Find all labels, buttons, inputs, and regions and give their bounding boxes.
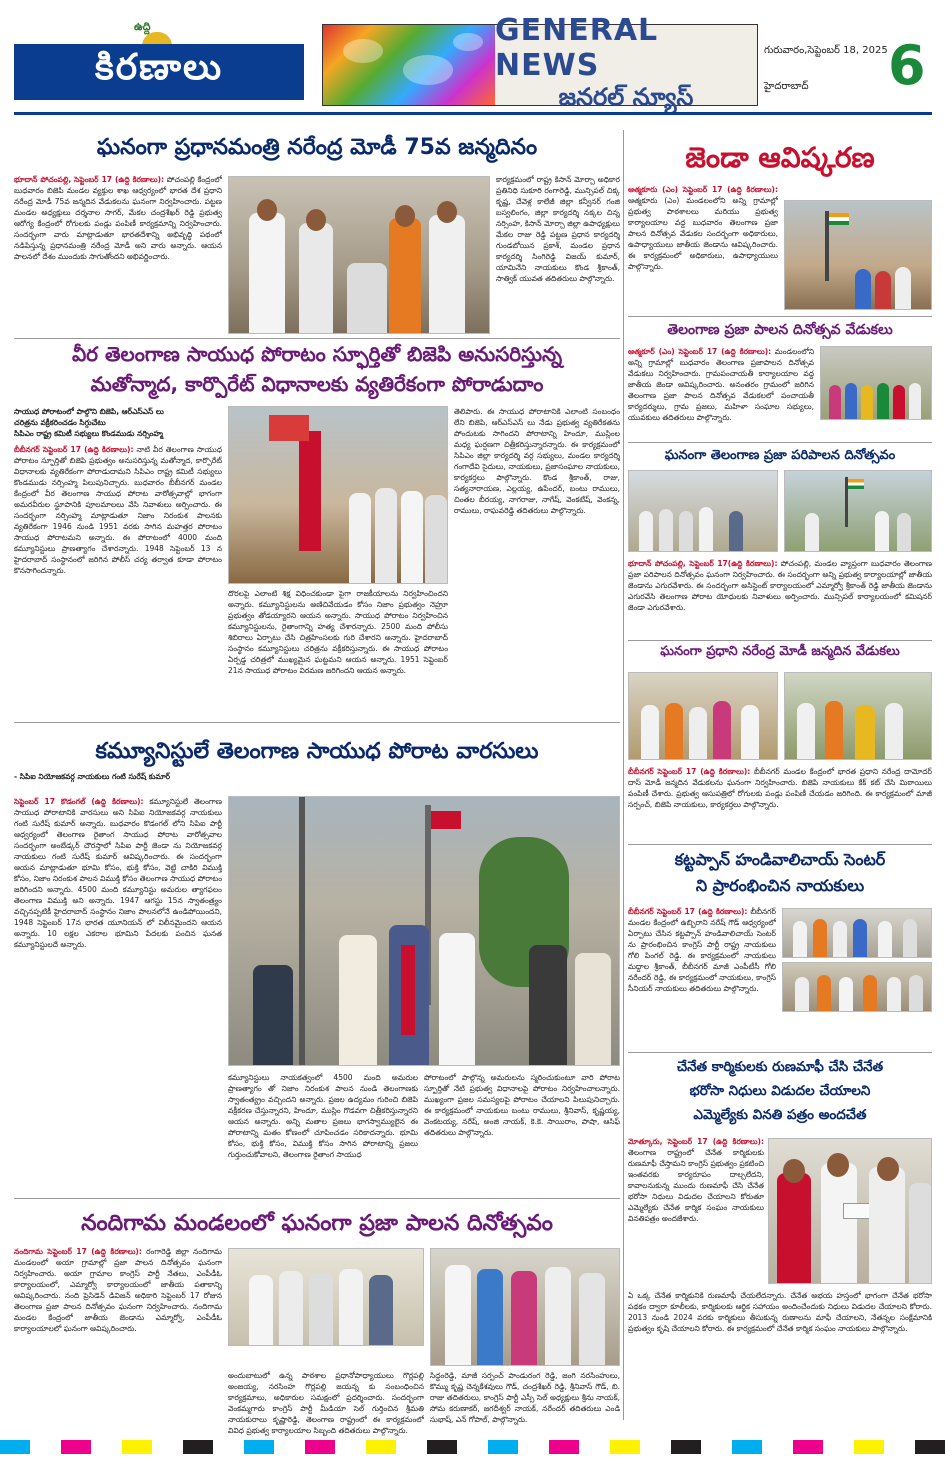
article-kattappa-chai-center bbox=[628, 848, 932, 1054]
article-body: బీబీనగర్ మండల కేంద్రంలో భారత ప్రధాని నరేంద్ర దామోదర్ దాస్ మోడీ జన్మదిన వేడుకలను ఘనంగా నిర్వహించారు. బిజెపి నాయకులు కేక్ కట్ చేసి మిఠాయిలు పంపిణీ చేశారు. ప్రభుత్వ ఆసుపత్రిలో రోగులకు పండ్లు పంపిణీ చేయడం జరిగింది. ఈ కార్యక్రమంలో మాజీ సర్పంచ్, బిజెపి నాయకులు, కార్యకర్తలు పాల్గొన్నారు. bbox=[628, 767, 932, 809]
article-praja-paripalana bbox=[628, 446, 932, 642]
article-headline: ఘనంగా ప్రధాని నరేంద్ర మోడీ జన్మదిన వేడుకలు bbox=[660, 644, 900, 659]
masthead bbox=[14, 13, 932, 111]
photo-chai-center-inauguration-1 bbox=[782, 908, 932, 958]
newspaper-logo bbox=[14, 18, 304, 108]
photo-village-gathering bbox=[820, 346, 932, 420]
photo-chai-center-inauguration-2 bbox=[782, 962, 932, 1012]
article-headline: చేనేత కార్మికులకు రుణమాఫీ చేసి చేనేత bbox=[676, 1059, 884, 1075]
edition-city: హైదరాబాద్ bbox=[764, 81, 809, 92]
print-registration-bar bbox=[0, 1440, 945, 1454]
article-subheadline: - సిపిఐ నియోజకవర్గ నాయకులు గంటి సురేష్ కుమార్ bbox=[14, 772, 171, 781]
world-map-image bbox=[323, 25, 495, 105]
article-modi-birthday-bibinagar bbox=[628, 642, 932, 840]
page-number: 6 bbox=[888, 34, 926, 97]
article-byline: మోత్కూరు, సెప్టెంబర్ 17 (ఉద్ది కిరణాలు): bbox=[628, 1137, 764, 1146]
issue-date: గురువారం,సెప్టెంబర్ 18, 2025 bbox=[764, 45, 888, 56]
article-headline: జెండా ఆవిష్కరణ bbox=[685, 141, 875, 174]
article-body: ఆత్మకూరు (ఎం) మండలంలోని అన్ని గ్రామాల్లో ప్రభుత్వ పాఠశాలలు మరియు ప్రభుత్వ కార్యాలయాల వద్ద బుధవారం తెలంగాణ ప్రజా పాలన దినోత్సవ వేడుకల సందర్భంగా అధికారులు, ఉపాధ్యాయులు జాతీయ జెండాను ఆవిష్కరించారు. ఈ కార్యక్రమంలో అధికారులు, ఉపాధ్యాయులు పాల్గొన్నారు. bbox=[628, 196, 778, 271]
article-byline: బీబీనగర్ సెప్టెంబర్ 17 (ఉద్ది కిరణాలు): bbox=[14, 445, 134, 454]
photo-modi-birthday-1 bbox=[628, 672, 778, 760]
photo-paripalana-1 bbox=[628, 470, 778, 552]
article-jenda bbox=[628, 140, 932, 312]
photo-nandigama-flag-1 bbox=[228, 1248, 424, 1346]
article-modi-75 bbox=[14, 126, 620, 336]
article-byline: భూదాన్ పోచంపల్లి, సెప్టెంబర్ 17 (ఉద్ది కిరణాలు): bbox=[14, 175, 165, 184]
article-body: రంగారెడ్డి జిల్లా నందిగామ మండలంలో అయా గ్రామాల్లో ప్రజా పాలన దినోత్సవం ఘనంగా నిర్వహించారు. అయా గ్రామాల కాంగ్రెస్ పార్టీ నేతలు, ఎంపీడీఓ కార్యాలయంలో, ఎమ్మార్వో కార్యాలయంలో జాతీయ పతాకాన్ని ఆవిష్కరించారు. నంది ప్రెసిడెన్ డివిజన్ అధికారి సెప్టెంబర్ 17 రోజున తెలంగాణ ప్రజా పాలన దినోత్సవం ఘనంగా నిర్వహించారు. నందిగామ మండల కేంద్రంలో జాతీయ జెండాను ఎమ్మార్వో, ఎంపీడీఓ కార్యాలయాలలో ఘనంగా ఆవిష్కరించారు. bbox=[14, 1247, 222, 1333]
article-subheadline: చరిత్రను వక్రీకరించడం సిగ్గుచేటు bbox=[14, 418, 106, 427]
article-body-continued: కార్యక్రమంలో రాష్ట్ర కిసాన్ మోర్చా అధికార ప్రతినిధి సుకూరి రంగారెడ్డి, మున్సిపల్ చిక్క కృష్ణ, చేవెళ్ల కాలేజీ జిల్లా కన్వీనర్ గంజి బస్వలింగం, జిల్లా కార్యదర్శి నక్కల చిన్న నర్సింహ, కిసాన్ మోర్చా జిల్లా ఉపాధ్యక్షులు మేకల రాజు రెడ్డి పట్టణ ప్రధాన కార్యదర్శి గుండబోయిన ప్రకాశ్, మండల ప్రధాన కార్యదర్శి సింగిరెడ్డి విజయ్ కుమార్, యామినేని నాయకులు కొండ శ్రీకాంత్, సాత్విక్ యువత తదితరులు పాల్గొన్నారు. bbox=[496, 175, 620, 283]
article-byline: భూదాన్ పోచంపల్లి, సెప్టెంబర్ 17(ఉద్ది కిరణాలు): bbox=[628, 559, 778, 568]
article-chenetha-workers bbox=[628, 1056, 932, 1440]
article-byline: నందిగామ సెప్టెంబర్ 17 (ఉద్ది కిరణాలు): bbox=[14, 1247, 142, 1256]
article-body-continued: సిద్ధంరెడ్డి, మాజీ సర్పంచ్ పాండురంగ రెడ్డి, జంగి నరసింహులు, కొమ్ము కృష్ణ చెన్నకేశవులు గౌడ్, చంద్రశేఖర్ రెడ్డి, శ్రీనివాస్ గౌడ్, బి. రాజు తదితరులు, కాంగ్రెస్ పార్టీ ఎస్సీ సెల్ అధ్యక్షులు శ్రీను నాయక్, సోమ కరుణాకర్, జగదీశ్వర్ నాయక్, నరేందర్ తదితరులు ఎండి సుభాష్, ఎన్ గోపాల్, పాల్గొన్నారు. bbox=[430, 1371, 620, 1424]
photo-modi-birthday-2 bbox=[784, 672, 932, 760]
article-body: బీబీనగర్ మండల కేంద్రంలో ఉబ్బిరాని నరేష్ గౌడ్ ఆధ్వర్యంలో ఏర్పాటు చేసిన కట్టప్పాన్ హండివాలిచాయ్ సెంటర్ ను ప్రారంభించిన కాంగ్రెస్ పార్టీ రాష్ట్ర నాయకులు గోలి పింగల్ రెడ్డి. ఈ కార్యక్రమంలో నాయకులు మద్దాల శ్రీకాంత్, బీబీనగర్ మాజీ ఎంపీటీసీ గోలి నరేందర్ రెడ్డి, ఈ కార్యక్రమంలో నాయకులు, కాంగ్రెస్ సీనియర్ నాయకులు తదితరులు పాల్గొన్నారు. bbox=[628, 907, 776, 993]
article-headline: కమ్యూనిస్టులే తెలంగాణ సాయుధ పోరాట వారసులు bbox=[95, 739, 539, 764]
article-body-continued: దొరలపై ఎలాంటి శిక్ష విధించకుండా పైగా రాజకీయాలను నిర్వహించిందని అన్నారు. కమ్యూనిస్టులను అణిచివేయడం కోసం నిజాం ప్రభుత్వం నెహ్రూ ప్రభుత్వం తోడయ్యారని ఆయన అన్నారు. సాయుధ పోరాటం నిర్వహించిన కమ్యూనిస్టులను, రైతాంగాన్ని హత్య చేశారన్నారు. 2500 మంది పోలీసు శిబిరాలు ఏర్పాటు చేసి చిత్రహింసలకు గురి చేశారని అన్నారు. హైదరాబాద్ సంస్థానం కమ్యూనిస్టులు చరిత్రను వక్రీకరిస్తున్నారు. ఈ సాయుధ పోరాటం ఏర్పడ్డ చరిత్రలో ముఖ్యమైన ఘట్టమని ఆయన అన్నారు. 1951 సెప్టెంబర్ 21న సాయుధ పోరాటం విరమణ జరిగిందని ఆయన అన్నారు. bbox=[228, 589, 448, 675]
masthead-divider bbox=[14, 112, 932, 115]
article-body-continued: అందుబాటులో ఉన్న పాఠశాల ప్రధానోపాధ్యాయులు గొర్లపల్లి అంజయ్య, నరసింహ గొర్లపల్లి జయన్న కు సంబంధించిన కార్యక్రమాలు, అధికారుల సమక్షంలో ప్రదర్శించారు. సందర్భంగా వెంకమ్మగారు కాంగ్రెస్ పార్టీ మీడియా సెల్ గుర్తించిన శ్రీమతి నాయకురాలు కృష్ణారెడ్డి, తెలంగాణ రాష్ట్రంలో ఈ కార్యక్రమంలో వివిధ ప్రభుత్వ కార్యాలయాల సిబ్బంది తదితరులు పాల్గొన్నారు. bbox=[228, 1371, 424, 1435]
article-headline: తెలంగాణ ప్రజా పాలన దినోత్సవ వేడుకలు bbox=[667, 322, 893, 338]
article-headline: ఘనంగా ప్రధానమంత్రి నరేంద్ర మోడీ 75వ జన్మదినం bbox=[96, 135, 538, 160]
article-communist-heirs bbox=[14, 726, 620, 1159]
article-body: పోచంపల్లి, మండల వ్యాప్తంగా బుధవారం తెలంగాణ ప్రజా పరిపాలన దినోత్సవం ఘనంగా నిర్వహించారు. ఈ సందర్భంగా అన్ని ప్రభుత్వ కార్యాలయాల్లో జాతీయ జెండాను ఎగురవేశారు. ఈ సందర్భంగా అసిస్టెంట్ కార్యాలయంలో ఎమ్మార్వో శ్రీకాంత్ రెడ్డి జాతీయ జెండాను ఎగురవేసి తెలంగాణ పోరాట యోధులకు నివాళులు అర్పించారు. మున్సిపల్ కార్యాలయంలో కమిషనర్ జెండా ఎగురవేశారు. bbox=[628, 559, 932, 612]
photo-modi-birthday-group bbox=[228, 176, 490, 334]
photo-paripalana-2 bbox=[784, 470, 932, 552]
logo-tagline: ఉద్ది bbox=[134, 20, 151, 33]
article-body-continued: పోరాటంలో పాల్గొన్న అమరులను స్మరించుకుంటూ వారి పోరాట స్ఫూర్తితో నేటి ప్రభుత్వ విధానాలపై పోరాటం నిర్వహించాలన్నారు. ముఖ్యంగా ప్రజల సమస్యలపై పోరాటం చేయాలని పిలుపునిచ్చారు. ఈ కార్యక్రమంలో నాయకులు బంటు రాములు, శ్రీనివాస్, కృష్ణయ్య, వెంకటయ్య, నరేష్, అంజి నాయక్, కె.కె. సాయిరాం, పాషా, ఆసిఫ్ తదితరులు పాల్గొన్నారు. bbox=[424, 1073, 620, 1137]
article-nandigama bbox=[14, 1202, 620, 1442]
article-body: నాటి వీర తెలంగాణ సాయుధ పోరాటం స్ఫూర్తితో బిజెపి ప్రభుత్వం అనుసరిస్తున్న మతోన్మాద, కార్పొరేట్ విధానాలకు వ్యతిరేకంగా పోరాడుదామని సిపిఎం రాష్ట్ర కమిటీ సభ్యులు కొండముడు నర్సింహ్మ పిలుపునిచ్చారు. బుధవారం బీబీనగర్ మండల కేంద్రంలో వీర తెలంగాణ సాయుధ పోరాట వారోత్సవాల్లో భాగంగా అమరవీరుల స్థూపానికి పూలమాలలు వేసి నివాళులు అర్పించారు. ఈ సందర్భంగా నర్సింహ్మ మాట్లాడుతూ నిజాం నిరంకుశ పాలనకు వ్యతిరేకంగా 1946 నుండి 1951 వరకు సాగిన మహత్తర పోరాటం సాయుధ పోరాటమని అన్నారు. ఈ పోరాటంలో 4000 మంది కమ్యూనిస్టులు ప్రాణత్యాగం చేశారన్నారు. 1948 సెప్టెంబర్ 13 న హైదరాబాద్ సంస్థానంలో జరిగిన పోలీస్ చర్య తర్వాత కూడా పోరాటం కొనసాగిందన్నారు. bbox=[14, 445, 222, 575]
section-banner bbox=[322, 13, 758, 111]
article-headline: ఘనంగా తెలంగాణ ప్రజా పరిపాలన దినోత్సవం bbox=[664, 448, 896, 463]
article-byline: సెప్టెంబర్ 17 కొడంగల్ (ఉద్ది కిరణాలు): bbox=[14, 797, 144, 806]
article-body-continued: ఏ ఒక్క చేనేత కార్మికునికి రుణమాఫీ చేయలేదన్నారు. చేనేత అభయ హస్తంలో భాగంగా చేనేత భరోసా పథకం ద్వారా కూలీలకు, కార్మికులకు ఆర్థిక సహాయం అందించేందుకు నిధులు విడుదల చేయాలని కోరారు. 2013 నుండి 2024 వరకు కార్మికులు తీసుకున్న రుణాలను మాఫీ చేయాలని, నేతన్నల సంక్షేమానికి ప్రభుత్వం కృషి చేయాలని కోరారు. ఈ కార్యక్రమంలో చేనేత కార్మిక సంఘం నాయకులు పాల్గొన్నారు. bbox=[628, 1291, 932, 1333]
article-veera-telangana bbox=[14, 340, 620, 740]
article-headline-line-2: భరోసా నిధులు విడుదల చేయాలని bbox=[689, 1083, 871, 1099]
photo-memorandum-handover bbox=[768, 1138, 932, 1284]
article-body: కమ్యూనిస్టులే తెలంగాణ సాయుధ పోరాటానికి వారసులు అని సిపిఐ నియోజకవర్గ నాయకులు గంటి సురేష్ కుమార్ అన్నారు. బుధవారం కొడంగల్ లోని సిపిఐ పార్టీ ఆధ్వర్యంలో తెలంగాణ రైతాంగ సాయుధ పోరాట వారోత్సవాల సందర్భంగా అంబేడ్కర్ చౌరస్తాలో సిపిఐ పార్టీ జెండా ను నియోజకవర్గ నాయకులు గంటి సురేష్ కుమార్ ఆవిష్కరించారు. ఈ సందర్భంగా ఆయన మాట్లాడుతూ భూమి కోసం, భుక్తి కోసం, వెట్టి చాకిరి విముక్తి కోసం, నిజాం నిరంకుశ పాలన విముక్తి కోసం తెలంగాణ సాయుధ పోరాటం జరిగిందని అన్నారు. 4500 మంది కమ్యూనిస్టు అమరుల త్యాగఫలం తెలంగాణ విముక్తి అని అన్నారు. 1947 ఆగస్టు 15న స్వాతంత్ర్యం వచ్చినప్పటికీ హైదరాబాద్ సంస్థానం నిజాం పాలనలోనే ఉండిపోయిందని, 1948 సెప్టెంబర్ 17న భారత యూనియన్ లో విలీనమైందని ఆయన అన్నారు. 10 లక్షల ఎకరాల భూమిని పేదలకు పంచిన ఘనత కమ్యూనిస్టులదే అన్నారు. bbox=[14, 797, 222, 949]
article-headline-line-2: మతోన్మాద, కార్పొరేట్ విధానాలకు వ్యతిరేకంగా పోరాడుదాం bbox=[90, 372, 544, 396]
article-body: తెలంగాణ రాష్ట్రంలో చేనేత కార్మికులకు రుణమాఫీ చేస్తామని కాంగ్రెస్ ప్రభుత్వం ప్రకటించి ఇంతవరకు కార్యరూపం దాల్చలేదని, కావాలనుకున్న ముందు రుణమాఫీ చేసి చేనేత భరోసా నిధులు విడుదల చేయాలని కోరుతూ ఎమ్మెల్యేకు చేనేత కార్మిక సంఘం నాయకులు వినతిపత్రం అందజేశారు. bbox=[628, 1148, 764, 1223]
article-byline: ఆత్మకూరు (ఎం) సెప్టెంబర్ 17 (ఉద్ది కిరణాలు): bbox=[628, 185, 778, 194]
article-headline: కట్టప్పాన్ హండివాలిచాయ్ సెంటర్ bbox=[674, 850, 886, 869]
article-byline: బీబీనగర్ సెప్టెంబర్ 17 (ఉద్ది కిరణాలు): bbox=[628, 907, 748, 916]
logo-wordmark: కిరణాలు bbox=[14, 44, 304, 100]
article-headline-line-3: ఎమ్మెల్యేకు వినతి పత్రం అందచేత bbox=[693, 1107, 867, 1123]
article-body: పోచంపల్లి కేంద్రంలో బుధవారం బిజెపి మండల వ్యక్తుల శాఖ ఆధ్వర్యంలో భారత దేశ ప్రధాని నరేంద్ర మోడీ 75వ జన్మదిన వేడుకలను ఘనంగా నిర్వహించారు. పట్టణ మండల అధ్యక్షులు దర్శనాల సాగర్, మేకల చంద్రశేఖర్ రెడ్డి ప్రభుత్వ ఆరోగ్య కేంద్రంలో రోగులకు పండ్లు పంపిణీ కార్యక్రమాన్ని నిర్వహించారు. సందర్భంగా వారు మాట్లాడుతూ భారతదేశాన్ని అభివృద్ధి పథంలో నడిపిస్తున్న ప్రధానమంత్రి నరేంద్ర మోడీ అని వారు అన్నారు. ఆయన పాలనలో దేశం ముందుకు సాగుతోందని అభివర్ణించారు. bbox=[14, 175, 222, 261]
article-body-continued: తెలిపారు. ఈ సాయుధ పోరాటానికి ఎలాంటి సంబంధం లేని బిజెపి, ఆర్ఎస్ఎస్ లు నేడు ప్రభుత్వ వ్యతిరేకతను పోందుటకు సాగిందని పోరాటాన్ని హిందూ, ముస్లింల మధ్య ఘర్షణగా చిత్రీకరిస్తున్నారన్నారు. ఈ కార్యక్రమంలో సిపిఎం జిల్లా కార్యదర్శి వర్గ సభ్యులు, మండల కార్యదర్శి గంగాదేవి సైదులు, నాయకులు, ప్రజాసంఘాల నాయకులు, కార్యకర్తలు పాల్గొన్నారు. కొండ శ్రీకాంత్, రాజు, సత్యనారాయణ, ఎల్లయ్య, ఉపేందర్, బంటు రాములు, చింతల బీరయ్య, నాగరాజు, నాగేష్, వెంకటేష్, వెంకన్న, రాములు, రాఘవరెడ్డి తదితరులు పాల్గొన్నారు. bbox=[454, 407, 620, 515]
article-headline: నందిగామ మండలంలో ఘనంగా ప్రజా పాలన దినోత్సవం bbox=[81, 1211, 553, 1236]
article-subheadline: సాయుధ పోరాటంలో పాల్గొని బిజెపి, ఆర్ఎస్ఎస్ లు bbox=[14, 407, 164, 416]
article-body: మండలంలోని అన్ని గ్రామాల్లో బుధవారం తెలంగాణ ప్రజాపాలన దినోత్సవ వేడుకలు నిర్వహించారు. గ్రామపంచాయతీ కార్యాలయాల వద్ద జాతీయ జెండా ఆవిష్కరించారు. అనంతరం గ్రామంలో జరిగిన తెలంగాణ ప్రజా పాలన దినోత్సవ వేడుకలలో పంచాయతీ కార్యదర్శులు, గ్రామ ప్రజలు, మహిళా సంఘాల సభ్యులు, యువకులు తదితరులు పాల్గొన్నారు. bbox=[628, 347, 814, 422]
article-headline: వీర తెలంగాణ సాయుధ పోరాటం స్ఫూర్తితో బిజెపి అనుసరిస్తున్న bbox=[71, 342, 563, 366]
article-byline: ఆత్మకూర్ (ఎం) సెప్టెంబర్ 17 (ఉద్ది కిరణాలు): bbox=[628, 347, 772, 356]
photo-martyrs-memorial-tribute bbox=[228, 406, 448, 584]
section-title-english: GENERAL NEWS bbox=[495, 13, 659, 83]
column-divider bbox=[623, 130, 624, 1420]
article-subheadline: సిపిఎం రాష్ట్ర కమిటీ సభ్యులు కొండముడు నర్సింహ్మ bbox=[14, 429, 163, 438]
article-headline-line-2: ని ప్రారంభించిన నాయకులు bbox=[695, 876, 865, 895]
photo-cpi-flag-hoisting bbox=[228, 796, 620, 1066]
photo-nandigama-flag-2 bbox=[430, 1248, 620, 1366]
photo-school-flag-hoisting bbox=[784, 200, 932, 310]
article-byline: బీబీనగర్ సెప్టెంబర్ 17 (ఉద్ది కిరణాలు): bbox=[628, 767, 751, 776]
article-body-continued: కమ్యూనిస్టులు నాయకత్వంలో 4500 మంది అమరుల ప్రాణత్యాగం తో నిజాం నిరంకుశ పాలన నుండి తెలంగాణకు స్వాతంత్య్రం వచ్చిందని అన్నారు. ప్రజల ఉద్యమం గురించి బిజెపి వక్రీకరణ చేస్తున్నారని, హిందూ, ముస్లిం గొడవగా చిత్రీకరిస్తున్నారని ఆయన అన్నారు. అన్ని మతాల ప్రజలు భాగస్వామ్యులైన ఈ పోరాటాన్ని మతం కోణంలో చూపించడం సరికాదన్నారు. భూమి కోసం, భుక్తి కోసం, విముక్తి కోసం సాగిన పోరాటాన్ని ప్రజలు గుర్తుంచుకోవాలని, తెలంగాణ రైతాంగ సాయుధ bbox=[228, 1073, 418, 1159]
article-telangana-praja-paalana bbox=[628, 320, 932, 440]
section-title-telugu: జనరల్ న్యూస్ bbox=[558, 83, 694, 111]
